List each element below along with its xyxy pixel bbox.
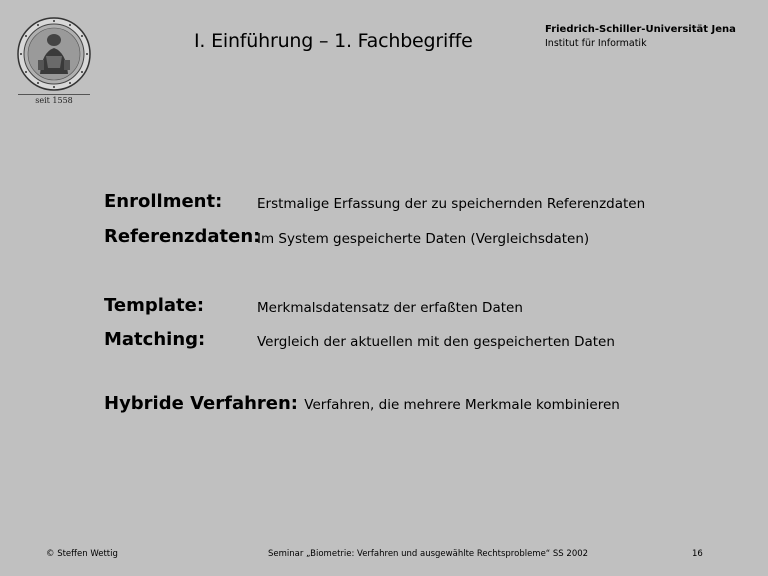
definition-matching: Vergleich der aktuellen mit den gespeicherten Daten — [257, 334, 615, 350]
definition-enrollment: Erstmalige Erfassung der zu speichernden Referenzdaten — [257, 196, 646, 212]
footer-seminar: Seminar „Biometrie: Verfahren und ausgewählte Rechtsprobleme“ SS 2002 — [268, 549, 589, 559]
seal-divider — [18, 94, 90, 95]
term-enrollment: Enrollment: — [104, 191, 223, 212]
footer-author: © Steffen Wettig — [46, 549, 118, 559]
seal-caption: seit 1558 — [35, 96, 73, 105]
definition-referenzdaten: Im System gespeicherte Daten (Vergleichsdaten) — [257, 231, 590, 247]
term-hybride-verfahren-label: Hybride Verfahren: — [104, 393, 299, 414]
term-matching: Matching: — [104, 329, 206, 350]
definition-template: Merkmalsdatensatz der erfaßten Daten — [257, 300, 523, 316]
term-template: Template: — [104, 295, 205, 316]
definition-hybride-verfahren: Verfahren, die mehrere Merkmale kombinieren — [304, 397, 620, 413]
university-name: Friedrich-Schiller-Universität Jena — [545, 24, 736, 35]
term-hybride-verfahren — [104, 393, 620, 414]
page-number: 16 — [692, 549, 703, 559]
institute-name: Institut für Informatik — [545, 38, 647, 49]
slide-title: I. Einführung – 1. Fachbegriffe — [194, 30, 473, 52]
term-referenzdaten: Referenzdaten: — [104, 226, 261, 247]
